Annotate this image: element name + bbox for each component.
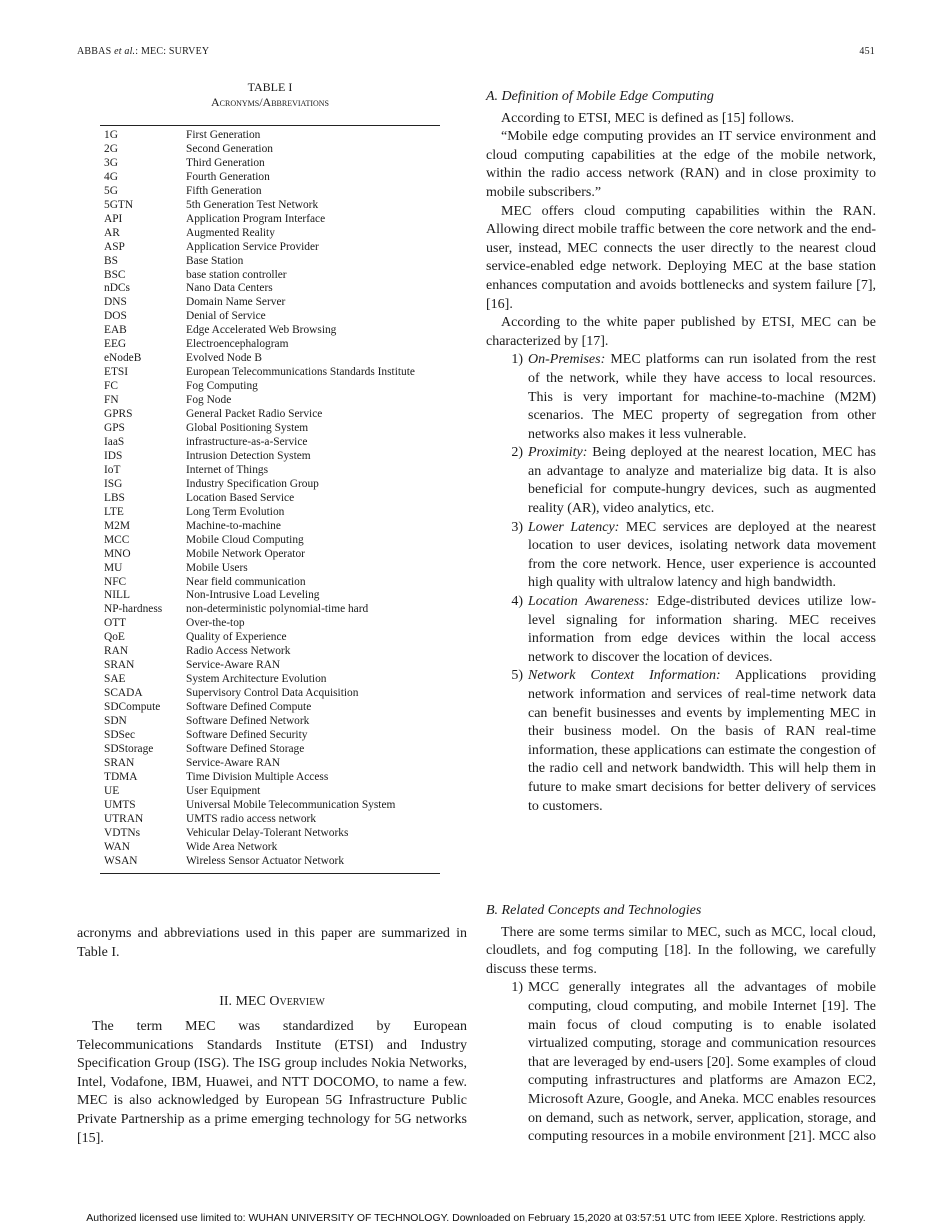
- expansion-cell: Location Based Service: [186, 491, 295, 504]
- table-row: [100, 199, 440, 213]
- expansion-cell: Software Defined Security: [186, 728, 308, 741]
- expansion-cell: Mobile Users: [186, 561, 248, 574]
- acronym-cell: TDMA: [104, 770, 138, 783]
- acronym-cell: UTRAN: [104, 812, 144, 825]
- table-row: [100, 659, 440, 673]
- acronym-cell: 1G: [104, 129, 118, 141]
- expansion-cell: Evolved Node B: [186, 352, 262, 365]
- table-row: [100, 436, 440, 450]
- acronym-cell: QoE: [104, 631, 125, 644]
- right-column-b: [486, 902, 876, 1147]
- table-row: [100, 241, 440, 255]
- table-row: [100, 715, 440, 729]
- table-row: [100, 785, 440, 799]
- list-number: 1): [511, 980, 523, 996]
- list-term: Network Context Information:: [528, 668, 721, 684]
- acronym-cell: MCC: [104, 533, 130, 546]
- expansion-cell: Nano Data Centers: [186, 282, 273, 295]
- expansion-cell: Wide Area Network: [186, 840, 278, 853]
- acronym-cell: FC: [104, 380, 118, 393]
- expansion-cell: Mobile Network Operator: [186, 547, 305, 560]
- table-row: [100, 394, 440, 408]
- table-row: [100, 296, 440, 310]
- table-row: [100, 687, 440, 701]
- expansion-cell: European Telecommunications Standards Institute: [186, 366, 415, 379]
- acronym-cell: NFC: [104, 575, 127, 588]
- table-row: [100, 310, 440, 324]
- expansion-cell: Software Defined Compute: [186, 701, 312, 714]
- table-row: [100, 324, 440, 338]
- expansion-cell: 5th Generation Test Network: [186, 198, 319, 211]
- table-row: [100, 450, 440, 464]
- intro-tail-paragraph: acronyms and abbreviations used in this paper are summarized in Table I.: [77, 926, 467, 960]
- expansion-cell: Industry Specification Group: [186, 477, 319, 490]
- acronym-cell: WSAN: [104, 854, 138, 867]
- table-row: [100, 478, 440, 492]
- expansion-cell: Software Defined Storage: [186, 742, 305, 755]
- acronym-cell: UE: [104, 784, 120, 797]
- table-row: [100, 227, 440, 241]
- table-row: [100, 129, 440, 143]
- acronym-cell: GPRS: [104, 408, 133, 421]
- expansion-cell: Over-the-top: [186, 617, 245, 630]
- acronym-cell: MNO: [104, 547, 131, 560]
- expansion-cell: base station controller: [186, 268, 287, 281]
- list-item: [486, 593, 876, 667]
- acronym-cell: EEG: [104, 338, 127, 351]
- table-row: [100, 185, 440, 199]
- table-row: [100, 520, 440, 534]
- list-description: MEC platforms can run isolated from the rest of the network, while they have access to local resources. This is very important for machine-to-machine (M2M) scenarios. The MEC property of segregation from other networks also makes it less vulnerable.: [528, 352, 876, 442]
- expansion-cell: Quality of Experience: [186, 631, 287, 644]
- expansion-cell: Electroencephalogram: [186, 338, 289, 351]
- acronym-cell: NILL: [104, 589, 130, 602]
- table-row: [100, 576, 440, 590]
- expansion-cell: Application Program Interface: [186, 212, 326, 225]
- expansion-cell: Fifth Generation: [186, 184, 262, 197]
- table-row: [100, 757, 440, 771]
- acronym-cell: SCADA: [104, 687, 143, 700]
- expansion-cell: UMTS radio access network: [186, 812, 317, 825]
- table-row: [100, 617, 440, 631]
- expansion-cell: Global Positioning System: [186, 422, 309, 435]
- list-number: 3): [511, 519, 523, 535]
- expansion-cell: Service-Aware RAN: [186, 756, 281, 769]
- expansion-cell: Long Term Evolution: [186, 505, 285, 518]
- expansion-cell: General Packet Radio Service: [186, 408, 323, 421]
- table-row: [100, 338, 440, 352]
- list-item: [486, 979, 876, 1146]
- expansion-cell: Base Station: [186, 254, 244, 267]
- acronym-cell: MU: [104, 561, 123, 574]
- expansion-cell: User Equipment: [186, 784, 261, 797]
- table-row: [100, 813, 440, 827]
- acronym-cell: M2M: [104, 519, 130, 532]
- expansion-cell: Service-Aware RAN: [186, 659, 281, 672]
- running-head-title: ABBAS et al.: MEC: SURVEY: [77, 46, 210, 57]
- acronym-cell: SDSec: [104, 728, 136, 741]
- table-row: [100, 366, 440, 380]
- paragraph: MEC offers cloud computing capabilities within the RAN. Allowing direct mobile traffic between the core network and the end-user, instead, MEC connects the user directly to the nearest cloud service-enabled edge network. Deploying MEC at the base station enhances computation and avoids bottlenecks and system failure [7], [16].: [486, 203, 876, 312]
- table-row: [100, 673, 440, 687]
- list-term: Lower Latency:: [528, 519, 620, 535]
- expansion-cell: Universal Mobile Telecommunication System: [186, 798, 396, 811]
- expansion-cell: Intrusion Detection System: [186, 449, 311, 462]
- list-description: Being deployed at the nearest location, MEC has an advantage to analyze and materialize big data. It is also beneficial for compute-hungry devices, such as augmented reality (AR), video analytics, etc.: [528, 445, 876, 517]
- acronym-cell: SRAN: [104, 659, 135, 672]
- acronym-cell: nDCs: [104, 282, 130, 295]
- table-row: [100, 464, 440, 478]
- subsection-heading-b: B. Related Concepts and Technologies: [486, 903, 702, 918]
- acronym-cell: RAN: [104, 645, 129, 658]
- acronym-cell: LTE: [104, 505, 124, 518]
- acronym-cell: ASP: [104, 240, 125, 253]
- expansion-cell: Time Division Multiple Access: [186, 770, 329, 783]
- acronym-cell: IDS: [104, 449, 123, 462]
- expansion-cell: Application Service Provider: [186, 240, 319, 253]
- table-row: [100, 827, 440, 841]
- table-row: [100, 841, 440, 855]
- acronym-cell: VDTNs: [104, 826, 141, 839]
- list-number: 5): [511, 668, 523, 684]
- section-heading: II. MEC Overview: [219, 994, 325, 1009]
- acronym-cell: WAN: [104, 840, 130, 853]
- paragraph: There are some terms similar to MEC, such as MCC, local cloud, cloudlets, and fog computing [18]. In the following, we carefully discuss these terms.: [486, 924, 876, 977]
- table-number: TABLE I: [247, 80, 293, 94]
- acronym-cell: DOS: [104, 310, 127, 323]
- list-term: Location Awareness:: [528, 594, 650, 610]
- table-row: [100, 269, 440, 283]
- list-text: [523, 351, 876, 444]
- list-number: 1): [511, 352, 523, 368]
- expansion-cell: Internet of Things: [186, 463, 269, 476]
- expansion-cell: Machine-to-machine: [186, 519, 281, 532]
- table-row: [100, 729, 440, 743]
- table-row: [100, 282, 440, 296]
- table-row: [100, 701, 440, 715]
- paragraph: According to the white paper published by ETSI, MEC can be characterized by [17].: [486, 315, 876, 349]
- expansion-cell: Third Generation: [186, 156, 265, 169]
- download-footer: Authorized licensed use limited to: WUHAN UNIVERSITY OF TECHNOLOGY. Downloaded on February 15,2020 at 03:57:51 UTC from IEEE Xplore. Restrictions apply.: [86, 1212, 866, 1224]
- expansion-cell: First Generation: [186, 129, 261, 141]
- table-row: [100, 422, 440, 436]
- list-text: [523, 667, 876, 816]
- table-row: [100, 855, 440, 869]
- table-row: [100, 255, 440, 269]
- table-row: [100, 171, 440, 185]
- overview-paragraph: The term MEC was standardized by European Telecommunications Standards Institute (ETSI) and Industry Specification Group (ISG). The ISG group includes Nokia Networks, Intel, Vodafone, IBM, Huawei, and NTT DOCOMO, to name a few. MEC is also acknowledged by European 5G Infrastructure Public Private Partnership as a prime emerging technology for 5G networks [15].: [77, 1019, 467, 1146]
- table-row: [100, 771, 440, 785]
- list-description: Edge-distributed devices utilize low-level signaling for information sharing. MEC receives information from edge devices within the local access network to discover the location of devices.: [528, 594, 876, 665]
- expansion-cell: Non-Intrusive Load Leveling: [186, 589, 320, 602]
- acronym-cell: 3G: [104, 156, 118, 169]
- acronym-cell: BS: [104, 254, 118, 267]
- acronym-cell: ETSI: [104, 366, 129, 379]
- acronym-cell: 2G: [104, 142, 118, 155]
- acronym-cell: IoT: [104, 463, 121, 476]
- expansion-cell: non-deterministic polynomial-time hard: [186, 603, 369, 616]
- list-term: Proximity:: [528, 445, 588, 461]
- acronym-table: [100, 125, 440, 874]
- acronym-cell: LBS: [104, 491, 125, 504]
- table-row: [100, 548, 440, 562]
- list-number: 4): [511, 594, 523, 610]
- list-term: On-Premises:: [528, 352, 606, 368]
- acronym-cell: API: [104, 212, 123, 225]
- list-item: [486, 667, 876, 816]
- expansion-cell: Fog Computing: [186, 380, 258, 393]
- list-number: 2): [511, 445, 523, 461]
- acronym-cell: GPS: [104, 422, 125, 435]
- list-text: MCC generally integrates all the advantages of mobile computing, cloud computing, and mobile Internet [19]. The main focus of cloud computing is to enable isolated virtualized computing, storage and communication resources that are leveraged by end-users [20]. Some examples of cloud computing infrastructures and platforms are Amazon EC2, Microsoft Azure, Google, and Aneka. MCC enables resources on demand, such as network, server, application, storage, and computing resources in a mobile environment [21]. MCC also: [528, 980, 876, 1145]
- table-row: [100, 534, 440, 548]
- expansion-cell: Near field communication: [186, 575, 306, 588]
- list-description: Applications providing network information and services of real-time network data can benefit businesses and events by implementing MEC in their business model. On the basis of RAN real-time information, these applications can estimate the congestion of the radio cell and network bandwidth. This will help them in future to make smart decisions for better delivery of services to customers.: [528, 668, 876, 814]
- table-row: [100, 213, 440, 227]
- expansion-cell: Augmented Reality: [186, 226, 275, 239]
- table-row: [100, 408, 440, 422]
- list-text: [523, 444, 876, 518]
- list-text: [523, 593, 876, 667]
- table-row: [100, 743, 440, 757]
- expansion-cell: Supervisory Control Data Acquisition: [186, 687, 359, 700]
- table-row: [100, 492, 440, 506]
- expansion-cell: Fog Node: [186, 394, 232, 407]
- expansion-cell: Vehicular Delay-Tolerant Networks: [186, 826, 349, 839]
- table-row: [100, 589, 440, 603]
- table-row: [100, 645, 440, 659]
- subsection-heading-a: A. Definition of Mobile Edge Computing: [486, 89, 714, 104]
- expansion-cell: Edge Accelerated Web Browsing: [186, 324, 337, 337]
- paragraph: “Mobile edge computing provides an IT service environment and cloud computing capabilities at the edge of the mobile network, within the radio access network (RAN) and in close proximity to mobile subscribers.”: [486, 129, 876, 200]
- table-row: [100, 603, 440, 617]
- acronym-cell: UMTS: [104, 798, 136, 811]
- expansion-cell: Radio Access Network: [186, 645, 291, 658]
- expansion-cell: Fourth Generation: [186, 170, 270, 183]
- table-row: [100, 799, 440, 813]
- acronym-cell: OTT: [104, 617, 127, 630]
- right-column: [486, 88, 876, 816]
- acronym-cell: EAB: [104, 324, 127, 337]
- list-description: MEC services are deployed at the nearest location to user devices, isolating network data movement from the core network. Hence, user experience is accounted high quality with ultralow latency and high bandwidth.: [528, 519, 877, 591]
- table-row: [100, 143, 440, 157]
- list-text: [523, 519, 876, 593]
- acronym-cell: 5G: [104, 184, 118, 197]
- expansion-cell: Wireless Sensor Actuator Network: [186, 854, 345, 867]
- list-item: [486, 444, 876, 518]
- paragraph: According to ETSI, MEC is defined as [15] follows.: [501, 110, 795, 126]
- expansion-cell: infrastructure-as-a-Service: [186, 435, 308, 448]
- acronym-cell: DNS: [104, 296, 127, 309]
- acronym-cell: BSC: [104, 268, 126, 281]
- acronym-cell: 4G: [104, 170, 118, 183]
- acronym-cell: 5GTN: [104, 198, 134, 211]
- table-row: [100, 562, 440, 576]
- table-title: Acronyms/Abbreviations: [210, 95, 329, 109]
- table-row: [100, 352, 440, 366]
- acronym-cell: SRAN: [104, 756, 135, 769]
- list-item: [486, 351, 876, 444]
- expansion-cell: Software Defined Network: [186, 715, 310, 728]
- characteristics-list: [486, 351, 876, 816]
- expansion-cell: Domain Name Server: [186, 296, 286, 309]
- expansion-cell: System Architecture Evolution: [186, 673, 327, 686]
- acronym-cell: SAE: [104, 673, 126, 686]
- acronym-cell: FN: [104, 394, 119, 407]
- acronym-cell: AR: [104, 226, 120, 239]
- table-row: [100, 506, 440, 520]
- expansion-cell: Second Generation: [186, 142, 273, 155]
- acronym-cell: SDCompute: [104, 701, 161, 714]
- table-row: [100, 380, 440, 394]
- acronym-cell: eNodeB: [104, 352, 142, 365]
- expansion-cell: Mobile Cloud Computing: [186, 533, 304, 546]
- table-row: [100, 631, 440, 645]
- page-number: 451: [859, 46, 875, 57]
- acronym-cell: NP-hardness: [104, 603, 163, 616]
- acronym-cell: ISG: [104, 477, 123, 490]
- list-item: [486, 519, 876, 593]
- table-caption: [100, 80, 440, 110]
- acronym-cell: SDStorage: [104, 742, 154, 755]
- acronym-cell: IaaS: [104, 435, 125, 448]
- expansion-cell: Denial of Service: [186, 310, 266, 323]
- acronym-cell: SDN: [104, 715, 127, 728]
- table-row: [100, 157, 440, 171]
